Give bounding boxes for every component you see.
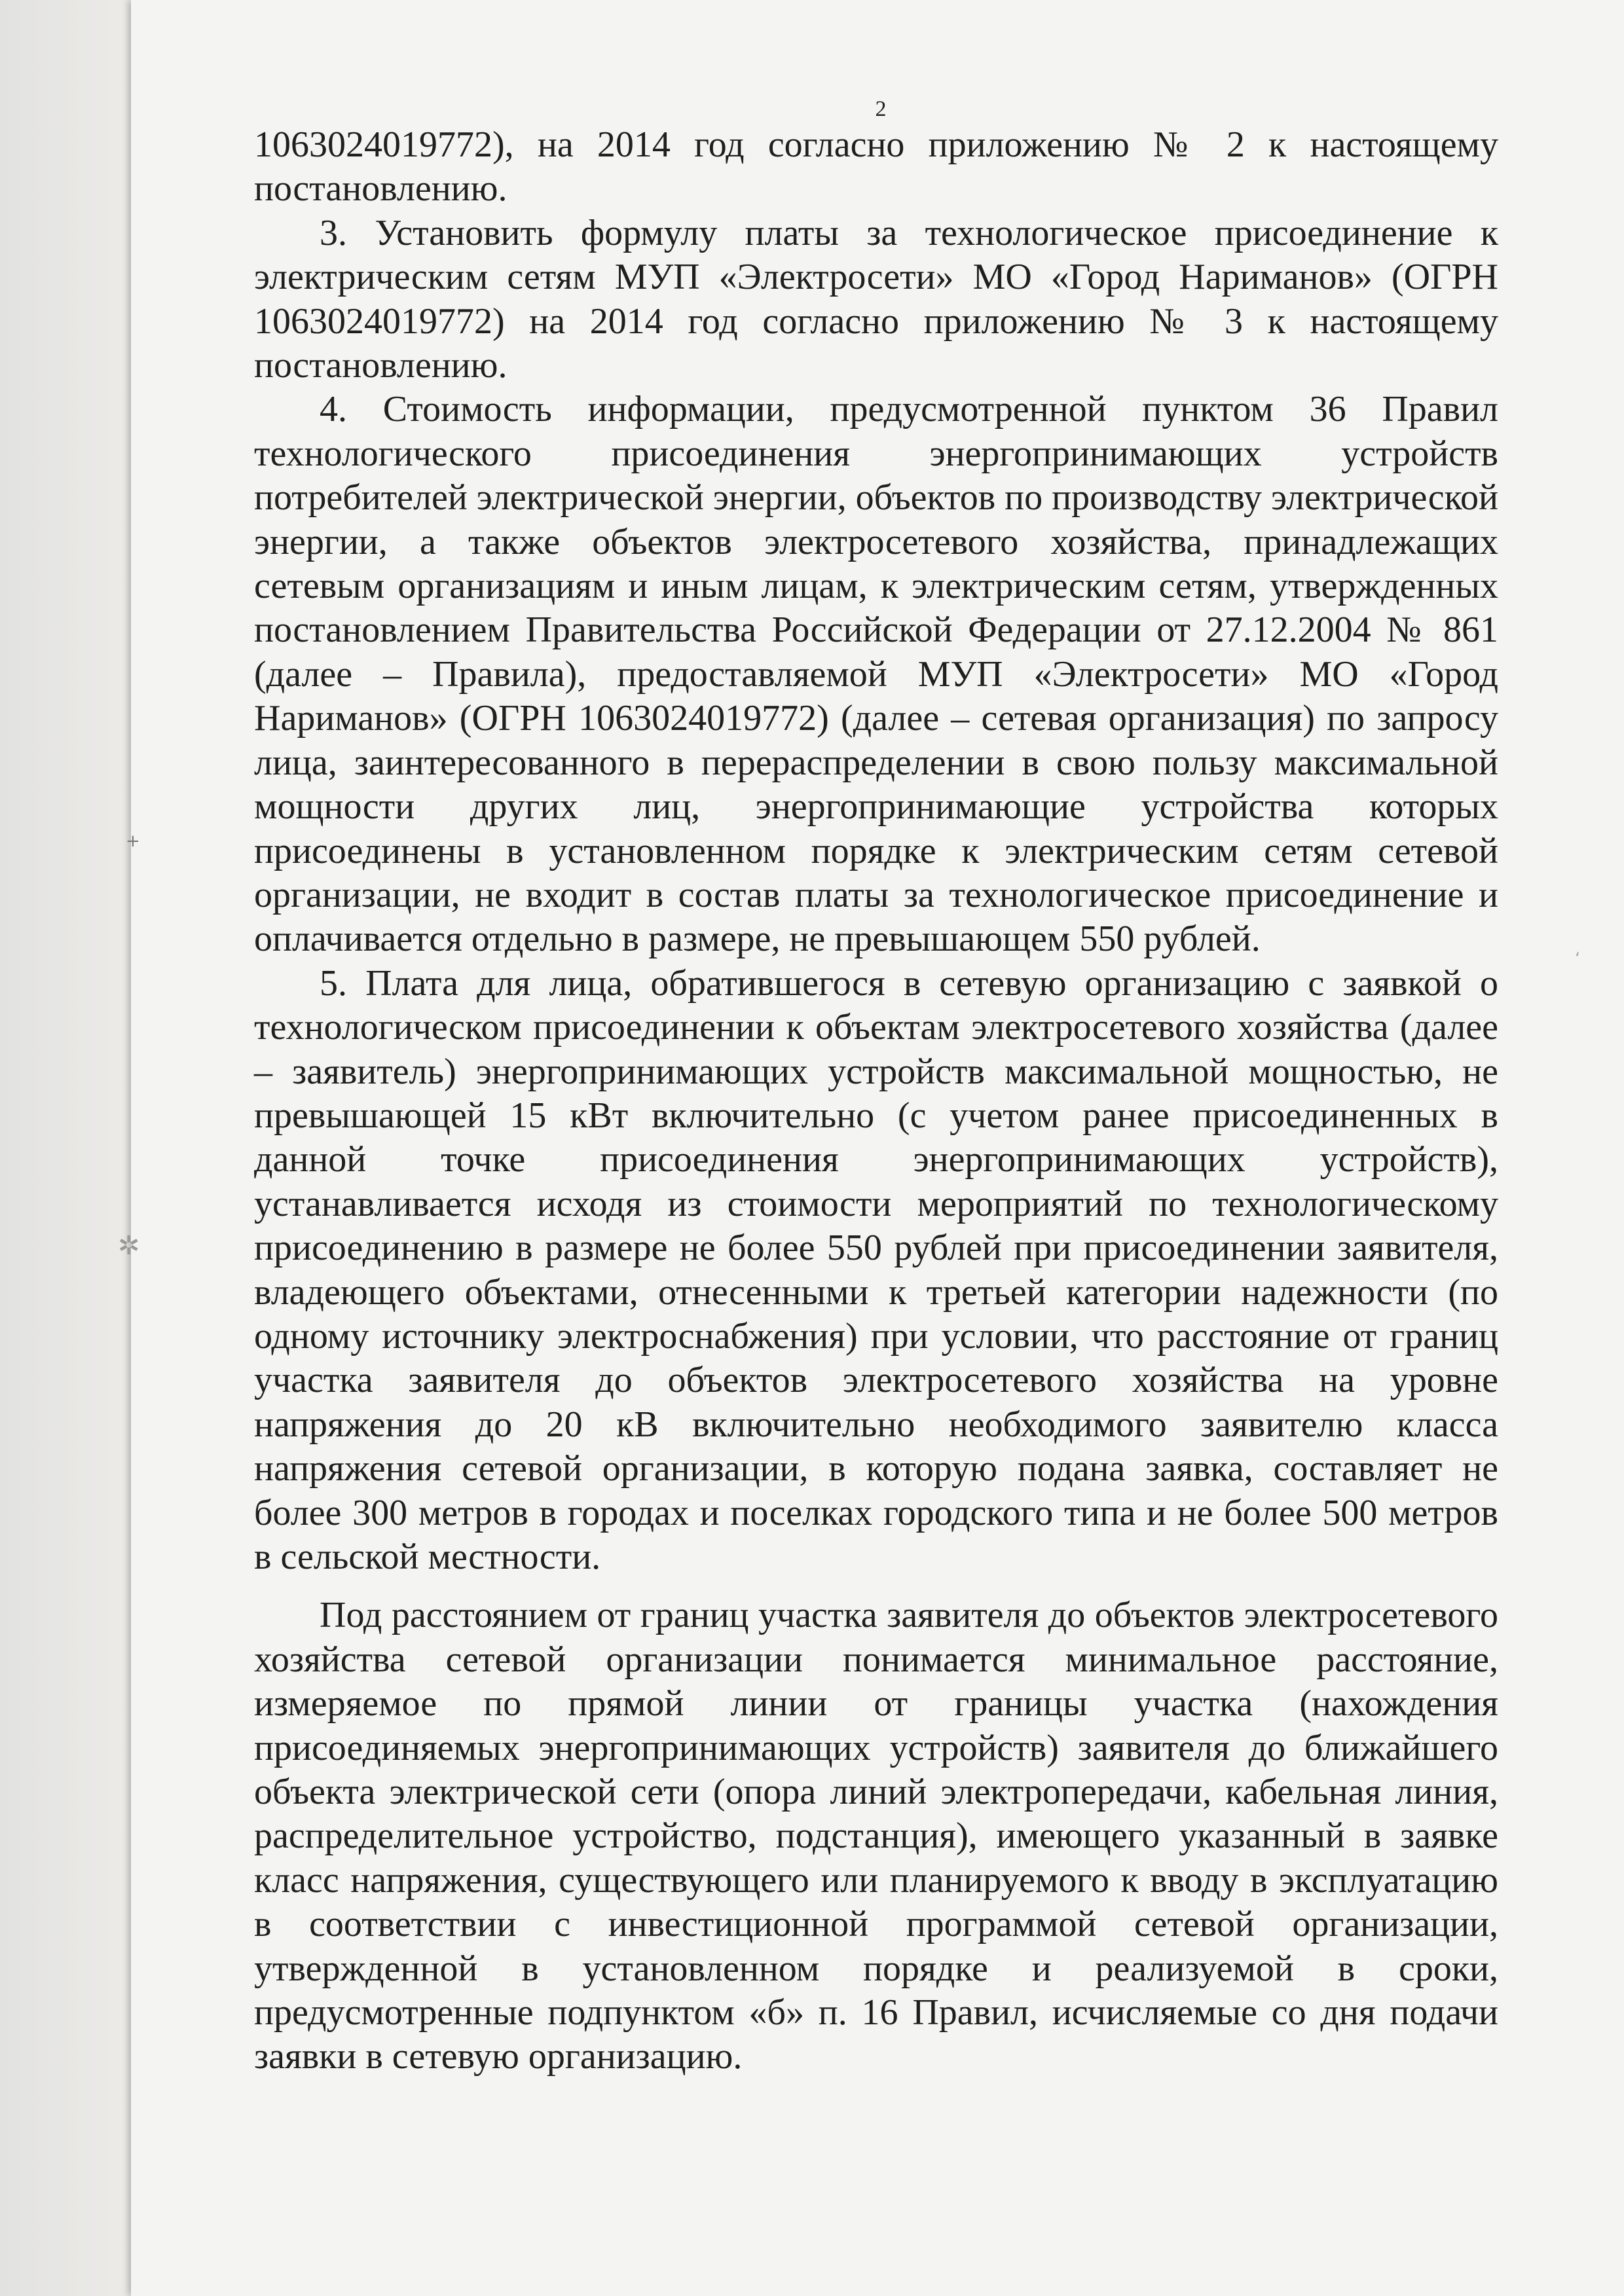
binding-mark: + [126, 831, 140, 851]
paragraph-continuation: 1063024019772), на 2014 год согласно приложению № 2 к настоящему постановлению. [254, 124, 1498, 210]
document-body [254, 123, 1498, 2079]
paragraph-3: 3. Установить формулу платы за технологическое присоединение к электрическим сетям МУП «Электросети» МО «Город Нариманов» (ОГРН 1063024019772) на 2014 год согласно приложению № 3 к настоящему постановлению. [254, 212, 1498, 386]
binding-margin [0, 0, 131, 2296]
page-number: 2 [875, 97, 887, 121]
paragraph-4: 4. Стоимость информации, предусмотренной пунктом 36 Правил технологического присоединения энергопринимающих устройств потребителей электрической энергии, объектов по производству электрической энергии, а также объектов электросетевого хозяйства, принадлежащих сетевым организациям и иным лицам, к электрическим сетям, утвержденных постановлением Правительства Российской Федерации от 27.12.2004 № 861 (далее – Правила), предоставляемой МУП «Электросети» МО «Город Нариманов» (ОГРН 1063024019772) (далее – сетевая организация) по запросу лица, заинтересованного в перераспределении в свою пользу максимальной мощности других лиц, энергопринимающие устройства которых присоединены в установленном порядке к электрическим сетям сетевой организации, не входит в состав платы за технологическое присоединение и оплачивается отдельно в размере, не превышающем 550 рублей. [254, 389, 1498, 960]
staple-mark: ✲ [118, 1231, 140, 1261]
paragraph-distance-definition: Под расстоянием от границ участка заявителя до объектов электросетевого хозяйства сетевой организации понимается минимальное расстояние, измеряемое по прямой линии от границы участка (нахождения присоединяемых энергопринимающих устройств) заявителя до ближайшего объекта электрической сети (опора линий электропередачи, кабельная линия, распределительное устройство, подстанция), имеющего указанный в заявке класс напряжения, существующего или планируемого к вводу в эксплуатацию в соответствии с инвестиционной программой сетевой организации, утвержденной в установленном порядке и реализуемой в сроки, предусмотренные подпунктом «б» п. 16 Правил, исчисляемые со дня подачи заявки в сетевую организацию. [254, 1595, 1498, 2077]
paragraph-5: 5. Плата для лица, обратившегося в сетевую организацию с заявкой о технологическом присоединении к объектам электросетевого хозяйства (далее – заявитель) энергопринимающих устройств максимальной мощностью, не превышающей 15 кВт включительно (с учетом ранее присоединенных в данной точке присоединения энергопринимающих устройств), устанавливается исходя из стоимости мероприятий по технологическому присоединению в размере не более 550 рублей при присоединении заявителя, владеющего объектами, отнесенными к третьей категории надежности (по одному источнику электроснабжения) при условии, что расстояние от границ участка заявителя до объектов электросетевого хозяйства на уровне напряжения до 20 кВ включительно необходимого заявителю класса напряжения сетевой организации, в которую подана заявка, составляет не более 300 метров в городах и поселках городского типа и не более 500 метров в сельской местности. [254, 962, 1498, 1577]
paper-speck: ‘ [1575, 949, 1581, 969]
